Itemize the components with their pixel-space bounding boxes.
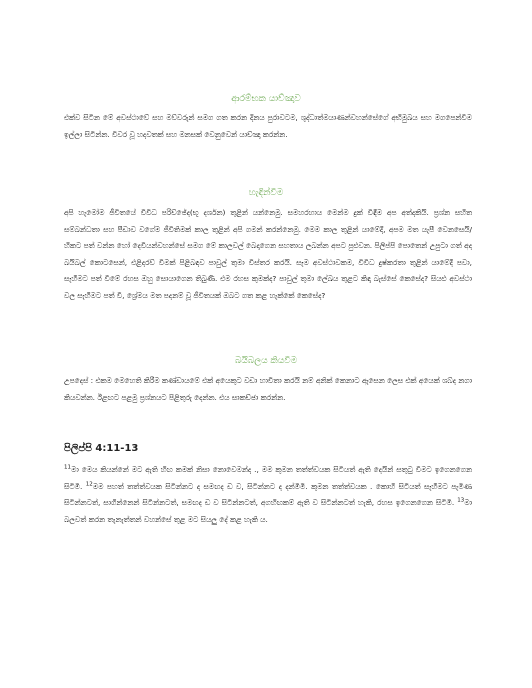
verse-number: 11 xyxy=(64,464,71,471)
bible-reading-heading: බයිබලය කියවීම xyxy=(234,356,298,366)
verse-text: මා මෙය කියන්නේ මට ඇති හිඟ කමක් නිසා නොවෙමන්ද ., මම කුමන තත්ත්වයක සිටියත් ඇති දෙයින් සතුටු වීමට ඉගෙනගෙන සිටිමි. xyxy=(64,465,472,491)
opening-prayer-heading: ආරම්භක යාච්ඤාව xyxy=(231,94,301,104)
scripture-reference: පිලිප්පි 4:11-13 xyxy=(64,443,139,454)
verse-text: මා බලවත් කරන තැනැත්තන් වහන්සේ තුළ මට සියලු දේ කළ හැකි ය. xyxy=(64,498,472,524)
introduction-heading: හැඳින්වීම xyxy=(248,188,284,198)
verse-number: 13 xyxy=(457,497,465,504)
bible-reading-instructions: උපදෙස් : එකම මෙහෙති කිරීම කණ්ඩායමේ එක් අයෙකුට වඩා හාවිතා කරයි නම් අනික් කෙනාට ඇසෙන ලෙස එක් අයෙක් ශබ්ද නගා කියවන්න. ඊළඟට පළමු ප්‍රශ්නයට පිළිතුරු දෙන්න. එය සාකච්ඡා කරන්න. xyxy=(64,376,472,402)
verse-number: 12 xyxy=(85,481,93,488)
opening-prayer-text: එක්ව සිටින මේ අවස්ථාවේ සහ මව්වරුන් සමග ගත කරන දිනය පුරාවටම, ශුද්ධාත්මයාණන්වහන්සේගේ අභිමුඛය සහ මගපෙන්වීම ඉල්ලා සිටින්න. විවර වූ හදවතක් සහ මනසක් වෙනුවෙන් යාච්ඤා කරන්න. xyxy=(64,113,472,139)
scripture-passage xyxy=(64,462,472,528)
verse-text: මම පහත් තත්ත්වයක සිටින්නට ද සමඟද ඩ ව, සිටින්නට ද දන්මිමි. කුමන තත්ත්වයක . කොහි සිටියත් සෑහීමට පැමිණ සිටින්නටත්, සාගින්නෙන් සිටින්නටත්, සමඟද ඩ ව සිටින්නටත්, අගහිඟකම් ඇති ව සිටින්නටත් හැකි, රහස ඉගෙනගෙන සිටිමි. xyxy=(64,481,472,507)
introduction-text: අපි හැමෝම ජීවිතයේ විවිධ පරිච්ඡේද(භූ දර්ශන) තුළින් යන්නෙමු. සමහරහාය මෙන්ම දුක් විඳීම අප අත්දකියි. ප්‍රශ්න සහිත සම්බන්ධතා සහ පීඩාව වගේම ජීවිතිමක් කාල තුළින් අපි ගමන් කරන්නෙමු. මෙම කාල තුළින් යාමේදී, අපම මත යැපී වෙනසෙයි/හිකට පත් වන්න හෝ දෙවියන්වහන්සේ සමග මේ කාලවල් බෙදාගෙන සහතාය ලබන්න අපට පුළුවන. පිලිප්පි පොතෙන් උපුටා ගත් අද බයිබල් කොටසෙන්, එළිදරව් විමක් පිළිබඳව පාවුල් තුමා විස්තර කරයි. සෑම අවස්ථාවකම, විවිධ දුෂ්කරතා තුළින් යාමේදී පවා, සෑහීමට පත් වීමේ රහස ඔහු සොයාගෙන තිබුණි. එම රහස කුමක්ද? පාවුල් තුමා ලේඛය තුළට කිඳා බැස්සේ කෙසේද? සියළු අවස්ථා වල සෑහීමට පත් වී, ශ්‍රේමය මත පදනම් වූ ජීවිතයක් ඔබට ගත කළ හැක්කේ කෙසේද? xyxy=(64,208,472,300)
